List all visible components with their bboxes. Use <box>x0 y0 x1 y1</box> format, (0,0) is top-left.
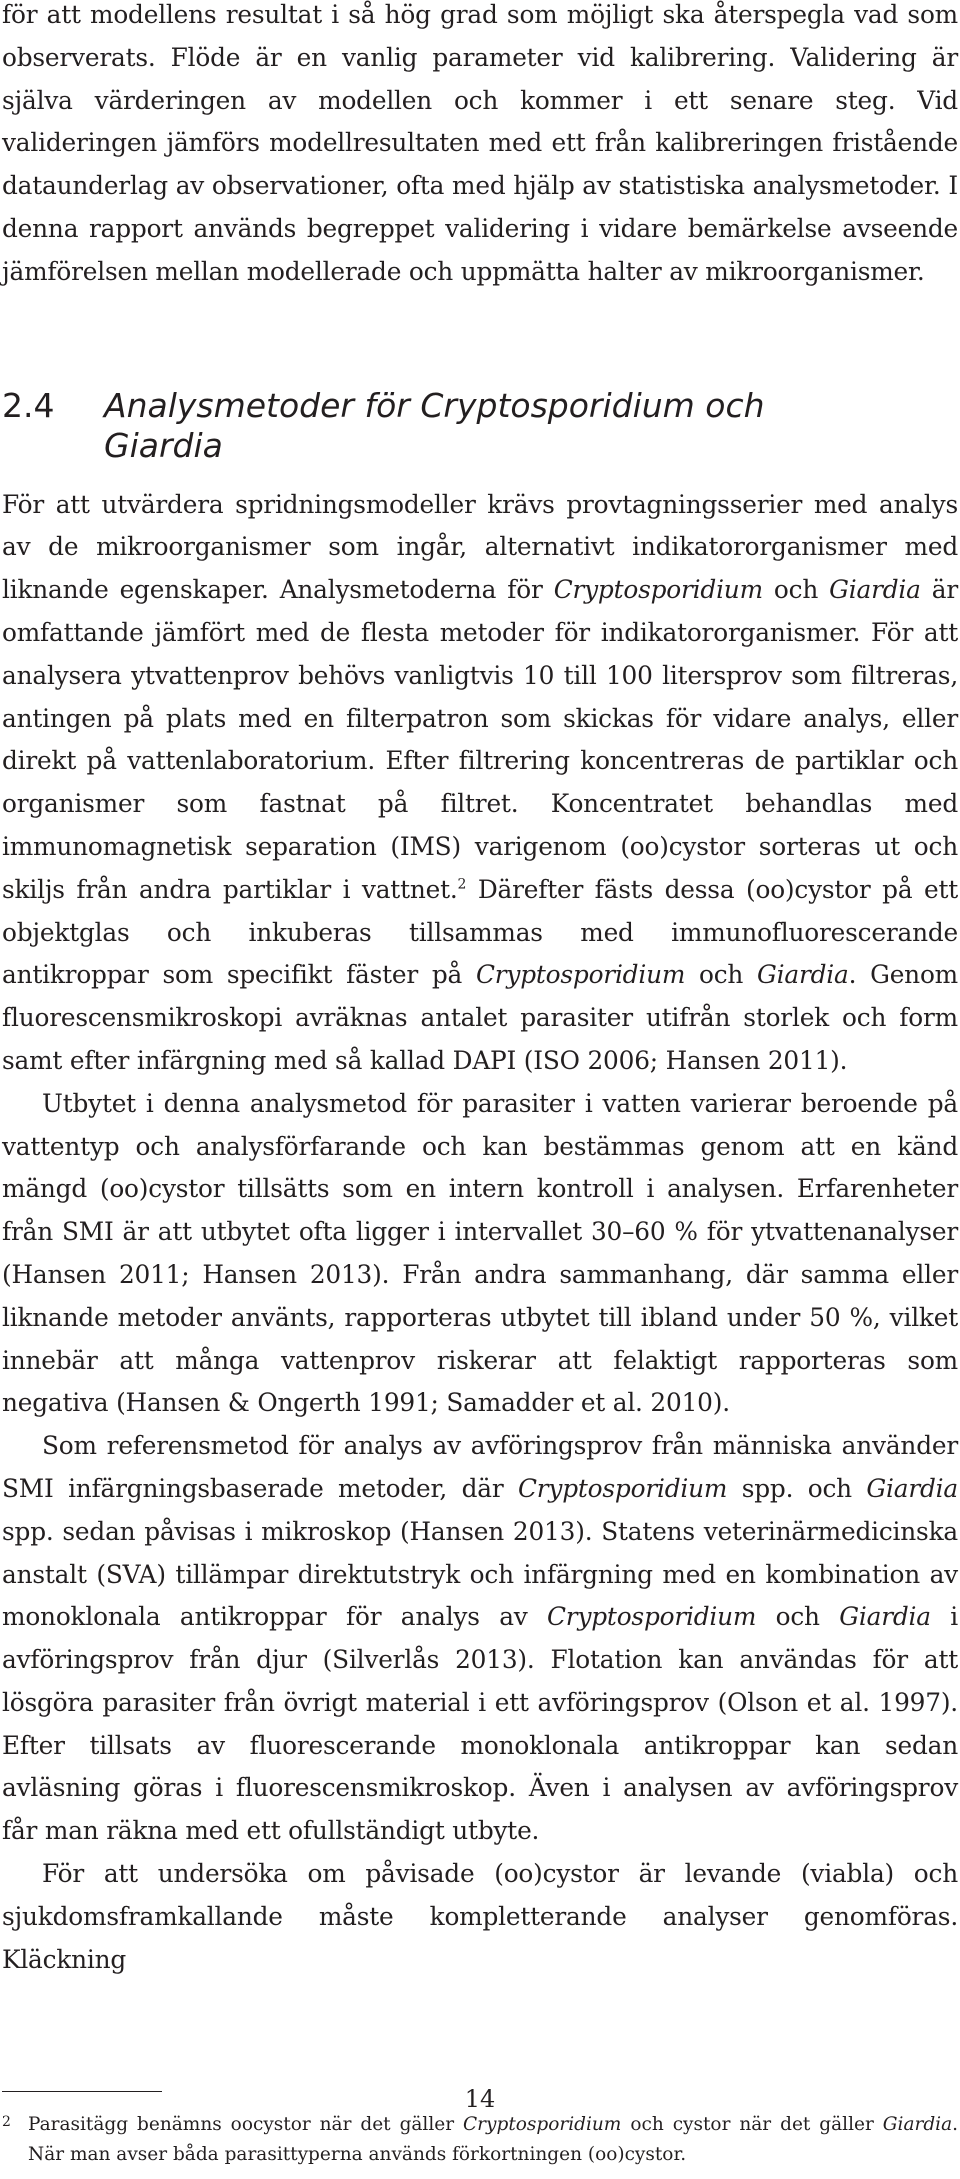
footnote-marker: 2 <box>2 2114 11 2131</box>
section-title: Analysmetoder för Cryptosporidium och Giardia <box>104 385 765 465</box>
section-heading <box>2 386 958 466</box>
footnote-reference[interactable]: 2 <box>457 876 467 893</box>
paragraph-3: Som referensmetod för analys av avföringsprov från människa använder SMI infärgningsbaserade metoder, där Cryptosporidium spp. och Giardia spp. sedan påvisas i mikroskop (Hansen 2013). Statens veterinärmedicinska anstalt (SVA) tillämpar direktutstryk och infärgning med en kombination av monoklonala antikroppar för analys av Cryptosporidium och Giardia i avföringsprov från djur (Silverlås 2013). Flotation kan användas för att lösgöra parasiter från övrigt material i ett avföringsprov (Olson et al. 1997). Efter tillsats av fluorescerande monoklonala antikroppar kan sedan avläsning göras i fluorescensmikroskop. Även i analysen av avföringsprov får man räkna med ett ofullständigt utbyte. <box>2 1431 958 1846</box>
paragraph-1: För att utvärdera spridningsmodeller krävs provtagningsserier med analys av de mikroorganismer som ingår, alternativt indikatororganismer med liknande egenskaper. Analysmetoderna för Cryptosporidium och Giardia är omfattande jämfört med de flesta metoder för indikatororganismer. För att analysera ytvattenprov behövs vanligtvis 10 till 100 litersprov som filtreras, antingen på plats med en filterpatron som skickas för vidare analys, eller direkt på vattenlaboratorium. Efter filtrering koncentreras de partiklar och organismer som fastnat på filtret. Koncentratet behandlas med immunomagnetisk separation (IMS) varigenom (oo)cystor sorteras ut och skiljs från andra partiklar i vattnet.$^2$ Därefter fästs dessa (oo)cystor på ett objektglas och inkuberas tillsammas med immunofluorescerande antikroppar som specifikt fäster på Cryptosporidium och Giardia. Genom fluorescensmikroskopi avräknas antalet parasiter utifrån storlek och form samt efter infärgning med så kallad DAPI (ISO 2006; Hansen 2011). <box>2 489 958 1075</box>
paragraph-4: För att undersöka om påvisade (oo)cystor är levande (viabla) och sjukdomsframkallande måste kompletterande analyser genomföras. Kläckning <box>2 1859 958 1974</box>
page-number: 14 <box>464 2085 496 2113</box>
footnote: 2 Parasitägg benämns oocystor när det gäller Cryptosporidium och cystor när det gäller Giardia. När man avser båda parasittyperna används förkortningen (oo)cystor. <box>2 2110 958 2170</box>
section-number: 2.4 <box>2 385 55 425</box>
paragraph-2: Utbytet i denna analysmetod för parasiter i vatten varierar beroende på vattentyp och analysförfarande och kan bestämmas genom att en känd mängd (oo)cystor tillsätts som en intern kontroll i analysen. Erfarenheter från SMI är att utbytet ofta ligger i intervallet 30–60 % för ytvattenanalyser (Hansen 2011; Hansen 2013). Från andra sammanhang, där samma eller liknande metoder använts, rapporteras utbytet till ibland under 50 %, vilket innebär att många vattenprov riskerar att felaktigt rapporteras som negativa (Hansen & Ongerth 1991; Samadder et al. 2010). <box>2 1088 958 1418</box>
intro-paragraph: för att modellens resultat i så hög grad som möjligt ska återspegla vad som observerats. Flöde är en vanlig parameter vid kalibrering. Validering är själva värderingen av modellen och kommer i ett senare steg. Vid valideringen jämförs modellresultaten med ett från kalibreringen fristående dataunderlag av observationer, ofta med hjälp av statistiska analysmetoder. I denna rapport används begreppet validering i vidare bemärkelse avseende jämförelsen mellan modellerade och uppmätta halter av mikroorganismer. <box>2 0 958 286</box>
